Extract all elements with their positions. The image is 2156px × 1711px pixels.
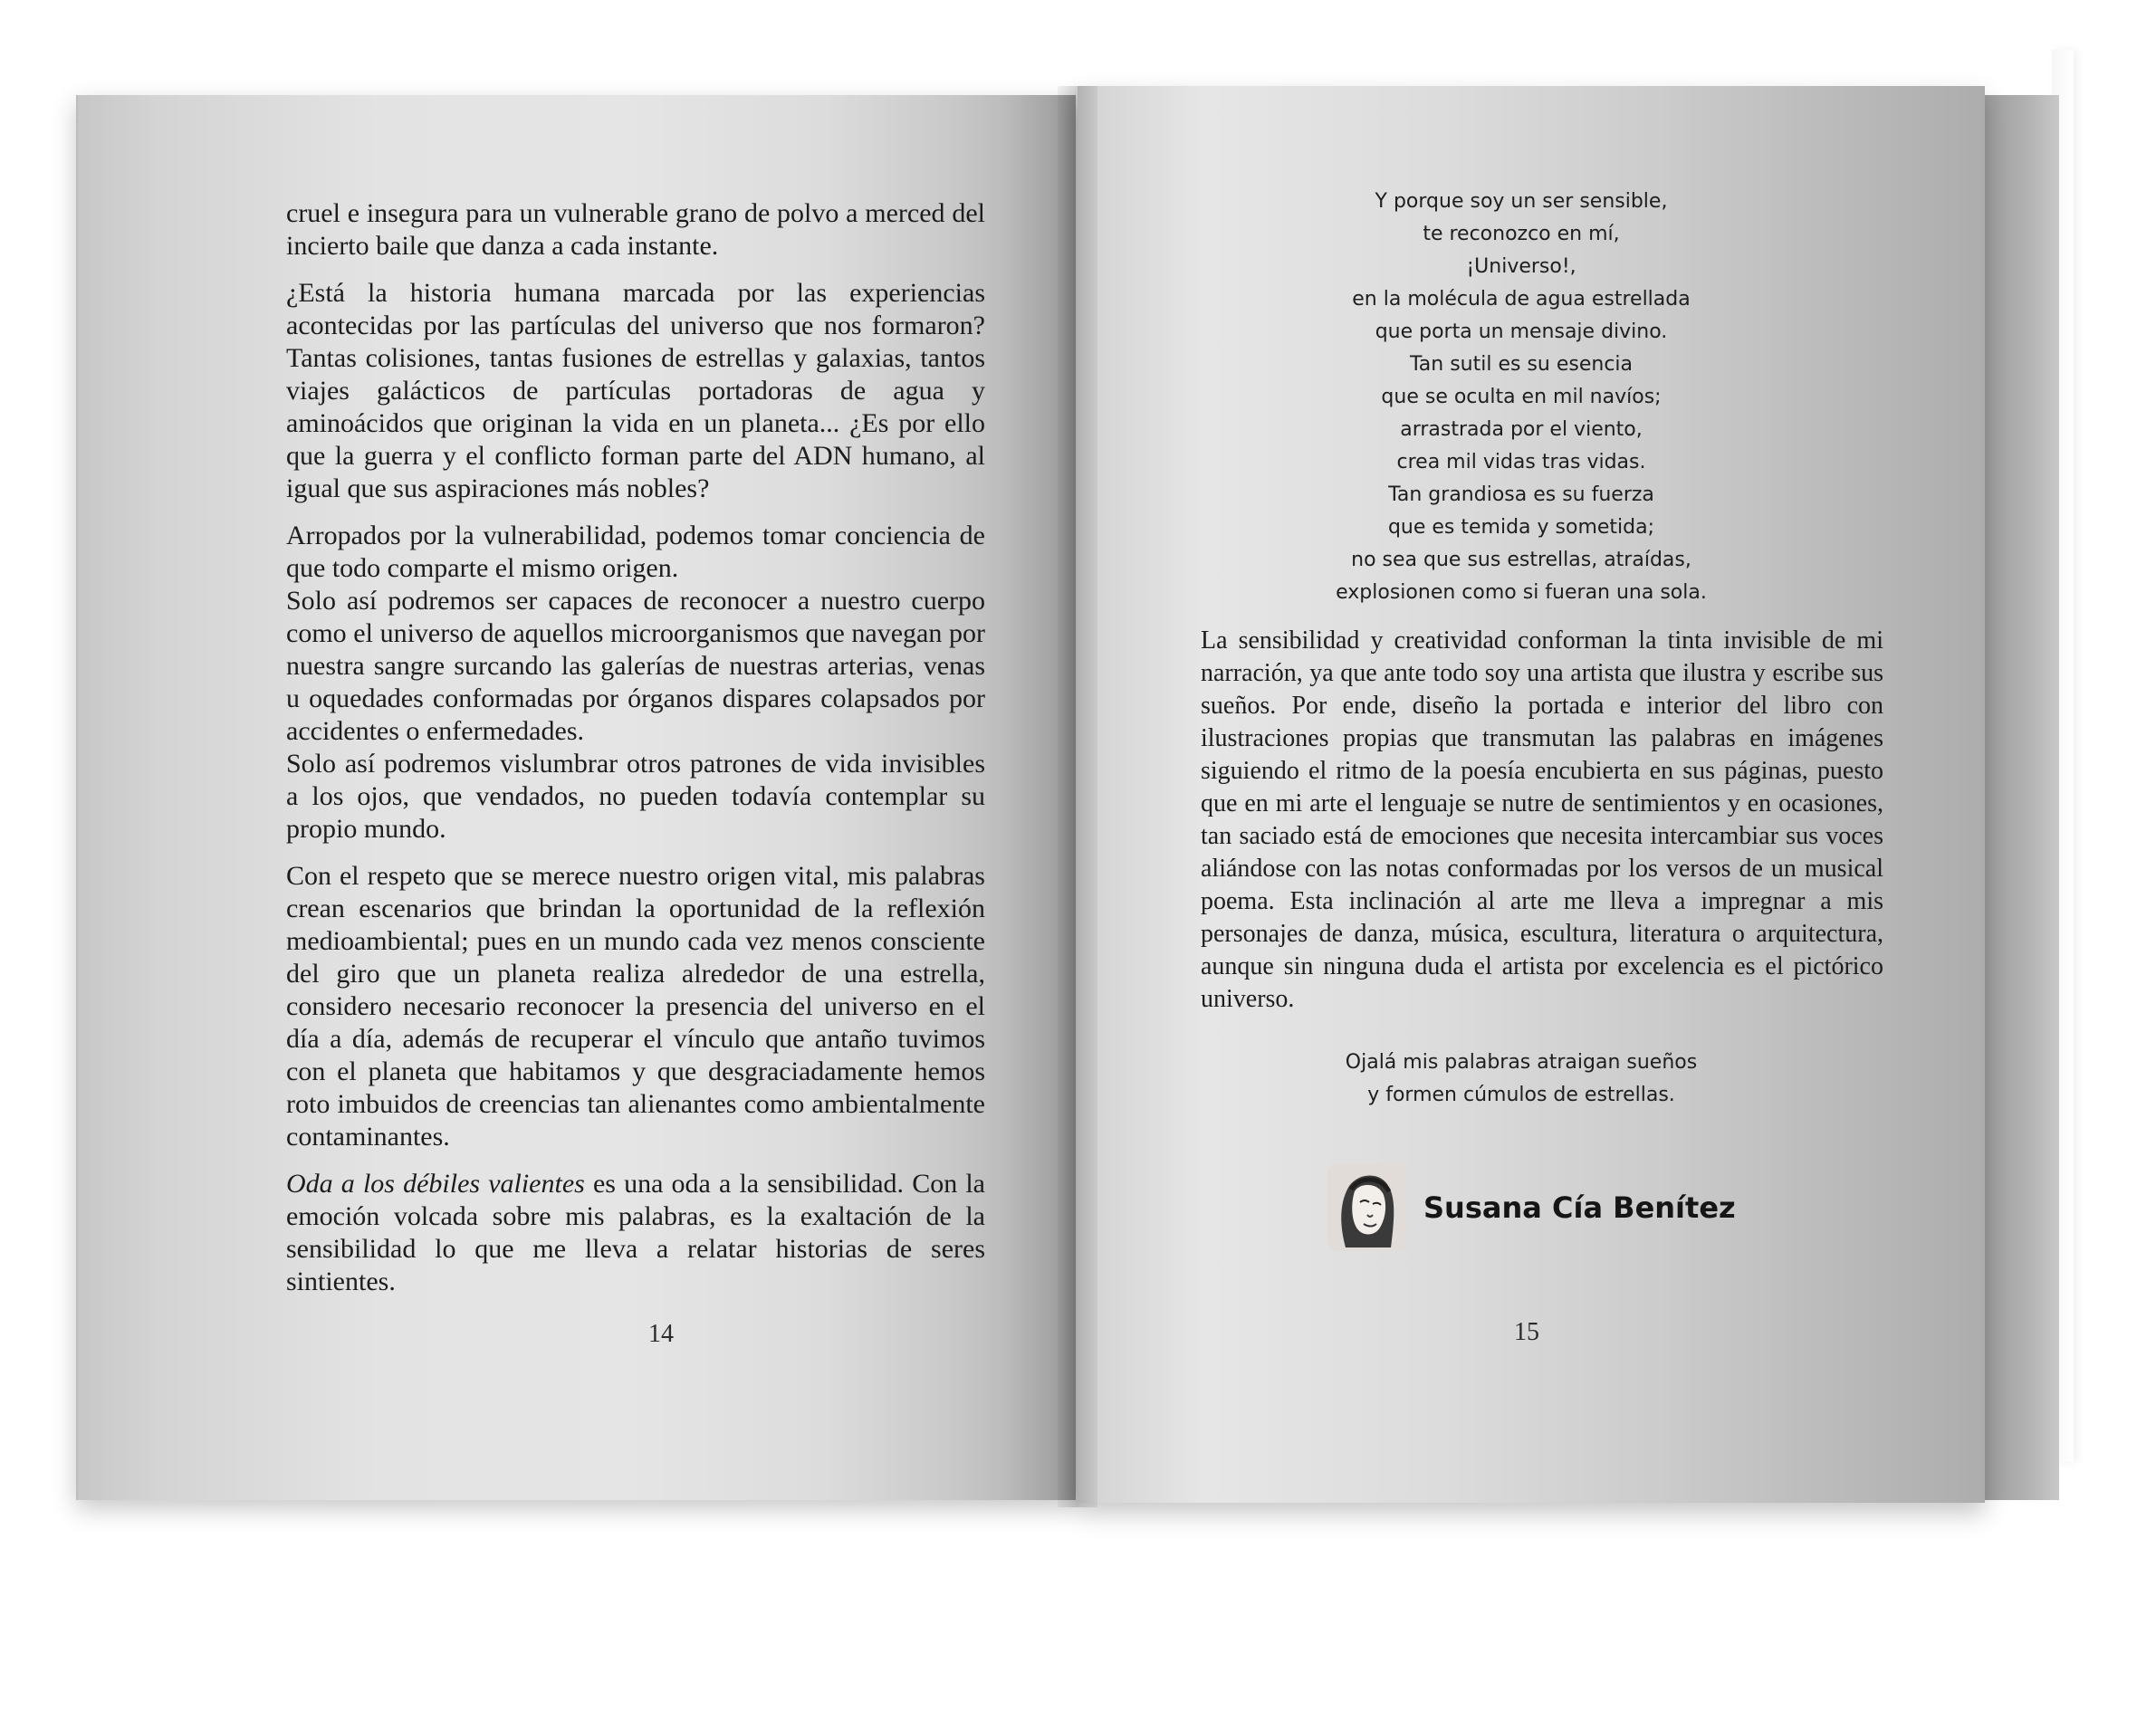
- poem-line: arrastrada por el viento,: [1400, 418, 1643, 441]
- paragraph: Solo así podremos ser capaces de reconocer a nuestro cuerpo como el universo de aquellos microorganismos que navegan por nuestra sangre surcando las galerías de nuestras arterias, venas u oquedades conformadas por órganos dispares colapsados por accidentes o enfermedades.: [286, 586, 985, 746]
- poem-line: que es temida y sometida;: [1387, 516, 1655, 539]
- paragraph: cruel e insegura para un vulnerable grano de polvo a merced del incierto baile que danza a cada instante.: [286, 198, 985, 261]
- right-page-paragraph: La sensibilidad y creatividad conforman la tinta invisible de mi narración, ya que ante todo soy una artista que ilustra y escribe sus sueños. Por ende, diseño la portada e interior del libro con ilustraciones propias que transmutan las palabras en imágenes siguiendo el ritmo de la poesía encubierta en sus páginas, puesto que en mi arte el lenguaje se nutre de sentimientos y en ocasiones, tan saciado está de emociones que necesita intercambiar sus voces aliándose con las notas conformadas por los versos de un musical poema. Esta inclinación al arte me lleva a impregnar a mis personajes de danza, música, escultura, literatura o arquitectura, aunque sin ninguna duda el artista por excelencia es el pictórico universo.: [1201, 626, 1883, 1013]
- paragraph-final: [286, 1168, 985, 1298]
- page-stack-edge: [1981, 95, 2059, 1500]
- poem-line: Tan sutil es su esencia: [1409, 353, 1634, 376]
- paragraph: ¿Está la historia humana marcada por las experiencias acontecidas por las partículas del universo que nos formaron? Tantas colisiones, tantas fusiones de estrellas y galaxias, tantos viajes galácticos de partículas portadoras de agua y aminoácidos que originan la vida en un planeta... ¿Es por ello que la guerra y el conflicto forman parte del ADN humano, al igual que sus aspiraciones más nobles?: [286, 278, 985, 503]
- poem-line: que porta un mensaje divino.: [1375, 320, 1668, 343]
- book-title-italic: Oda a los débiles valientes: [286, 1169, 585, 1199]
- poem-line: que se oculta en mil navíos;: [1381, 386, 1662, 408]
- poem-line: en la molécula de agua estrellada: [1352, 288, 1691, 311]
- paragraph-final-text: es una oda a la sensibilidad. Con la emoción volcada sobre mis palabras, es la exaltación de la sensibilidad lo que me lleva a relatar historias de seres sintientes.: [286, 1169, 985, 1296]
- book-gutter: [1058, 86, 1097, 1507]
- poem-line: te reconozco en mí,: [1423, 223, 1620, 245]
- paragraph: Con el respeto que se merece nuestro origen vital, mis palabras crean escenarios que brindan la oportunidad de la reflexión medioambiental; pues en un mundo cada vez menos consciente del giro que un planeta realiza alrededor de una estrella, considero necesario reconocer la presencia del universo en el día a día, además de recuperar el vínculo que antaño tuvimos con el planeta que habitamos y que desgraciadamente hemos roto imbuidos de creencias tan alienantes como ambientalmente contaminantes.: [286, 861, 985, 1152]
- poem: [1286, 186, 1757, 609]
- author-signature: [1327, 1162, 1736, 1253]
- author-portrait-icon: [1327, 1164, 1407, 1251]
- left-page-text: [286, 197, 985, 1313]
- closing-lines: [1286, 1047, 1757, 1112]
- poem-line: crea mil vidas tras vidas.: [1396, 451, 1646, 473]
- page-number-left: 14: [648, 1320, 674, 1348]
- poem-line: ¡Universo!,: [1466, 255, 1576, 278]
- poem-line: explosionen como si fueran una sola.: [1336, 581, 1707, 604]
- page-number-right: 15: [1514, 1318, 1539, 1346]
- paragraph: Solo así podremos vislumbrar otros patrones de vida invisibles a los ojos, que vendados, no pueden todavía contemplar su propio mundo.: [286, 749, 985, 844]
- author-name: Susana Cía Benítez: [1423, 1190, 1736, 1225]
- poem-line: Tan grandiosa es su fuerza: [1388, 483, 1654, 506]
- paragraph: Arropados por la vulnerabilidad, podemos tomar conciencia de que todo comparte el mismo origen.: [286, 521, 985, 583]
- closing-line: Ojalá mis palabras atraigan sueños: [1345, 1051, 1698, 1074]
- closing-line: y formen cúmulos de estrellas.: [1367, 1084, 1675, 1106]
- poem-line: no sea que sus estrellas, atraídas,: [1351, 549, 1691, 571]
- poem-line: Y porque soy un ser sensible,: [1375, 190, 1668, 213]
